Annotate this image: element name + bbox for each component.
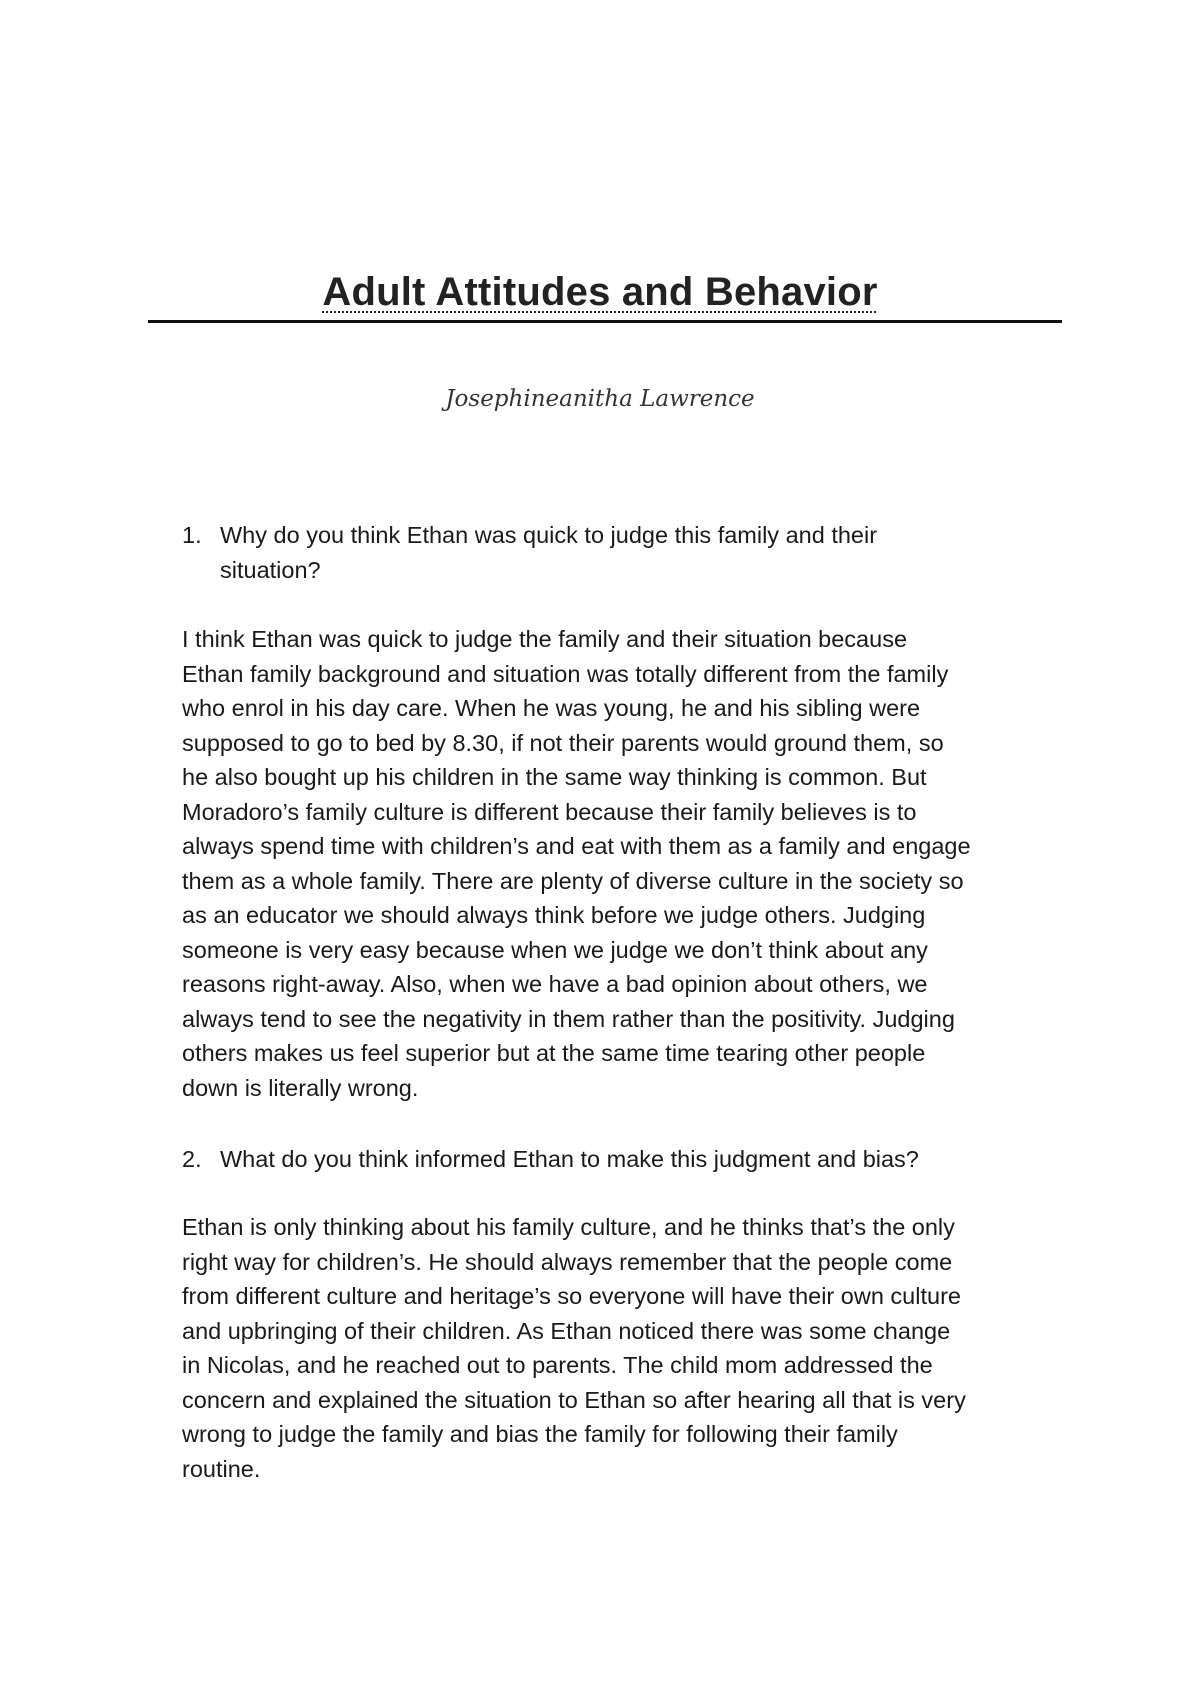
answer-line: as an educator we should always think before we judge others. Judging <box>182 902 926 928</box>
answer-line: always tend to see the negativity in them rather than the positivity. Judging <box>182 1005 955 1032</box>
question-text <box>220 518 1062 587</box>
question-line: situation? <box>220 556 321 583</box>
answer-line: from different culture and heritage’s so everyone will have their own culture <box>182 1283 961 1309</box>
question-line: Why do you think Ethan was quick to judge this family and their <box>220 522 878 548</box>
answer-line: in Nicolas, and he reached out to parents. The child mom addressed the <box>182 1352 933 1378</box>
question-number: 1. <box>182 522 202 548</box>
document-title-text: Adult Attitudes and Behavior <box>322 270 878 314</box>
question-line: What do you think informed Ethan to make this judgment and bias? <box>220 1146 919 1172</box>
answer-line: concern and explained the situation to Ethan so after hearing all that is very <box>182 1386 966 1413</box>
answer-line: supposed to go to bed by 8.30, if not their parents would ground them, so <box>182 729 944 756</box>
answer-1 <box>182 622 1062 1105</box>
answer-line: wrong to judge the family and bias the family for following their family <box>182 1421 898 1447</box>
author-name: Josephineanitha Lawrence <box>445 386 755 412</box>
answer-2 <box>182 1210 1062 1486</box>
answer-line: always spend time with children’s and eat with them as a family and engage <box>182 833 971 859</box>
question-number: 2. <box>182 1146 202 1172</box>
answer-line: routine. <box>182 1455 261 1482</box>
answer-line: he also bought up his children in the same way thinking is common. But <box>182 764 927 790</box>
answer-line: who enrol in his day care. When he was young, he and his sibling were <box>182 695 921 721</box>
answer-line: reasons right-away. Also, when we have a bad opinion about others, we <box>182 971 928 997</box>
answer-line: I think Ethan was quick to judge the family and their situation because <box>182 626 908 652</box>
answer-line: others makes us feel superior but at the same time tearing other people <box>182 1040 926 1066</box>
answer-line: Moradoro’s family culture is different because their family believes is to <box>182 798 917 825</box>
answer-line: and upbringing of their children. As Ethan noticed there was some change <box>182 1317 951 1344</box>
document-title <box>0 268 1200 316</box>
answer-line: Ethan is only thinking about his family culture, and he thinks that’s the only <box>182 1214 955 1240</box>
answer-line: Ethan family background and situation was totally different from the family <box>182 660 949 687</box>
title-divider <box>148 320 1062 323</box>
question-1 <box>182 518 1062 587</box>
answer-line: right way for children’s. He should always remember that the people come <box>182 1248 953 1275</box>
answer-line: them as a whole family. There are plenty of diverse culture in the society so <box>182 867 964 894</box>
question-2 <box>182 1142 1062 1177</box>
answer-line: someone is very easy because when we judge we don’t think about any <box>182 936 928 963</box>
answer-line: down is literally wrong. <box>182 1074 419 1101</box>
question-text <box>220 1142 1062 1177</box>
